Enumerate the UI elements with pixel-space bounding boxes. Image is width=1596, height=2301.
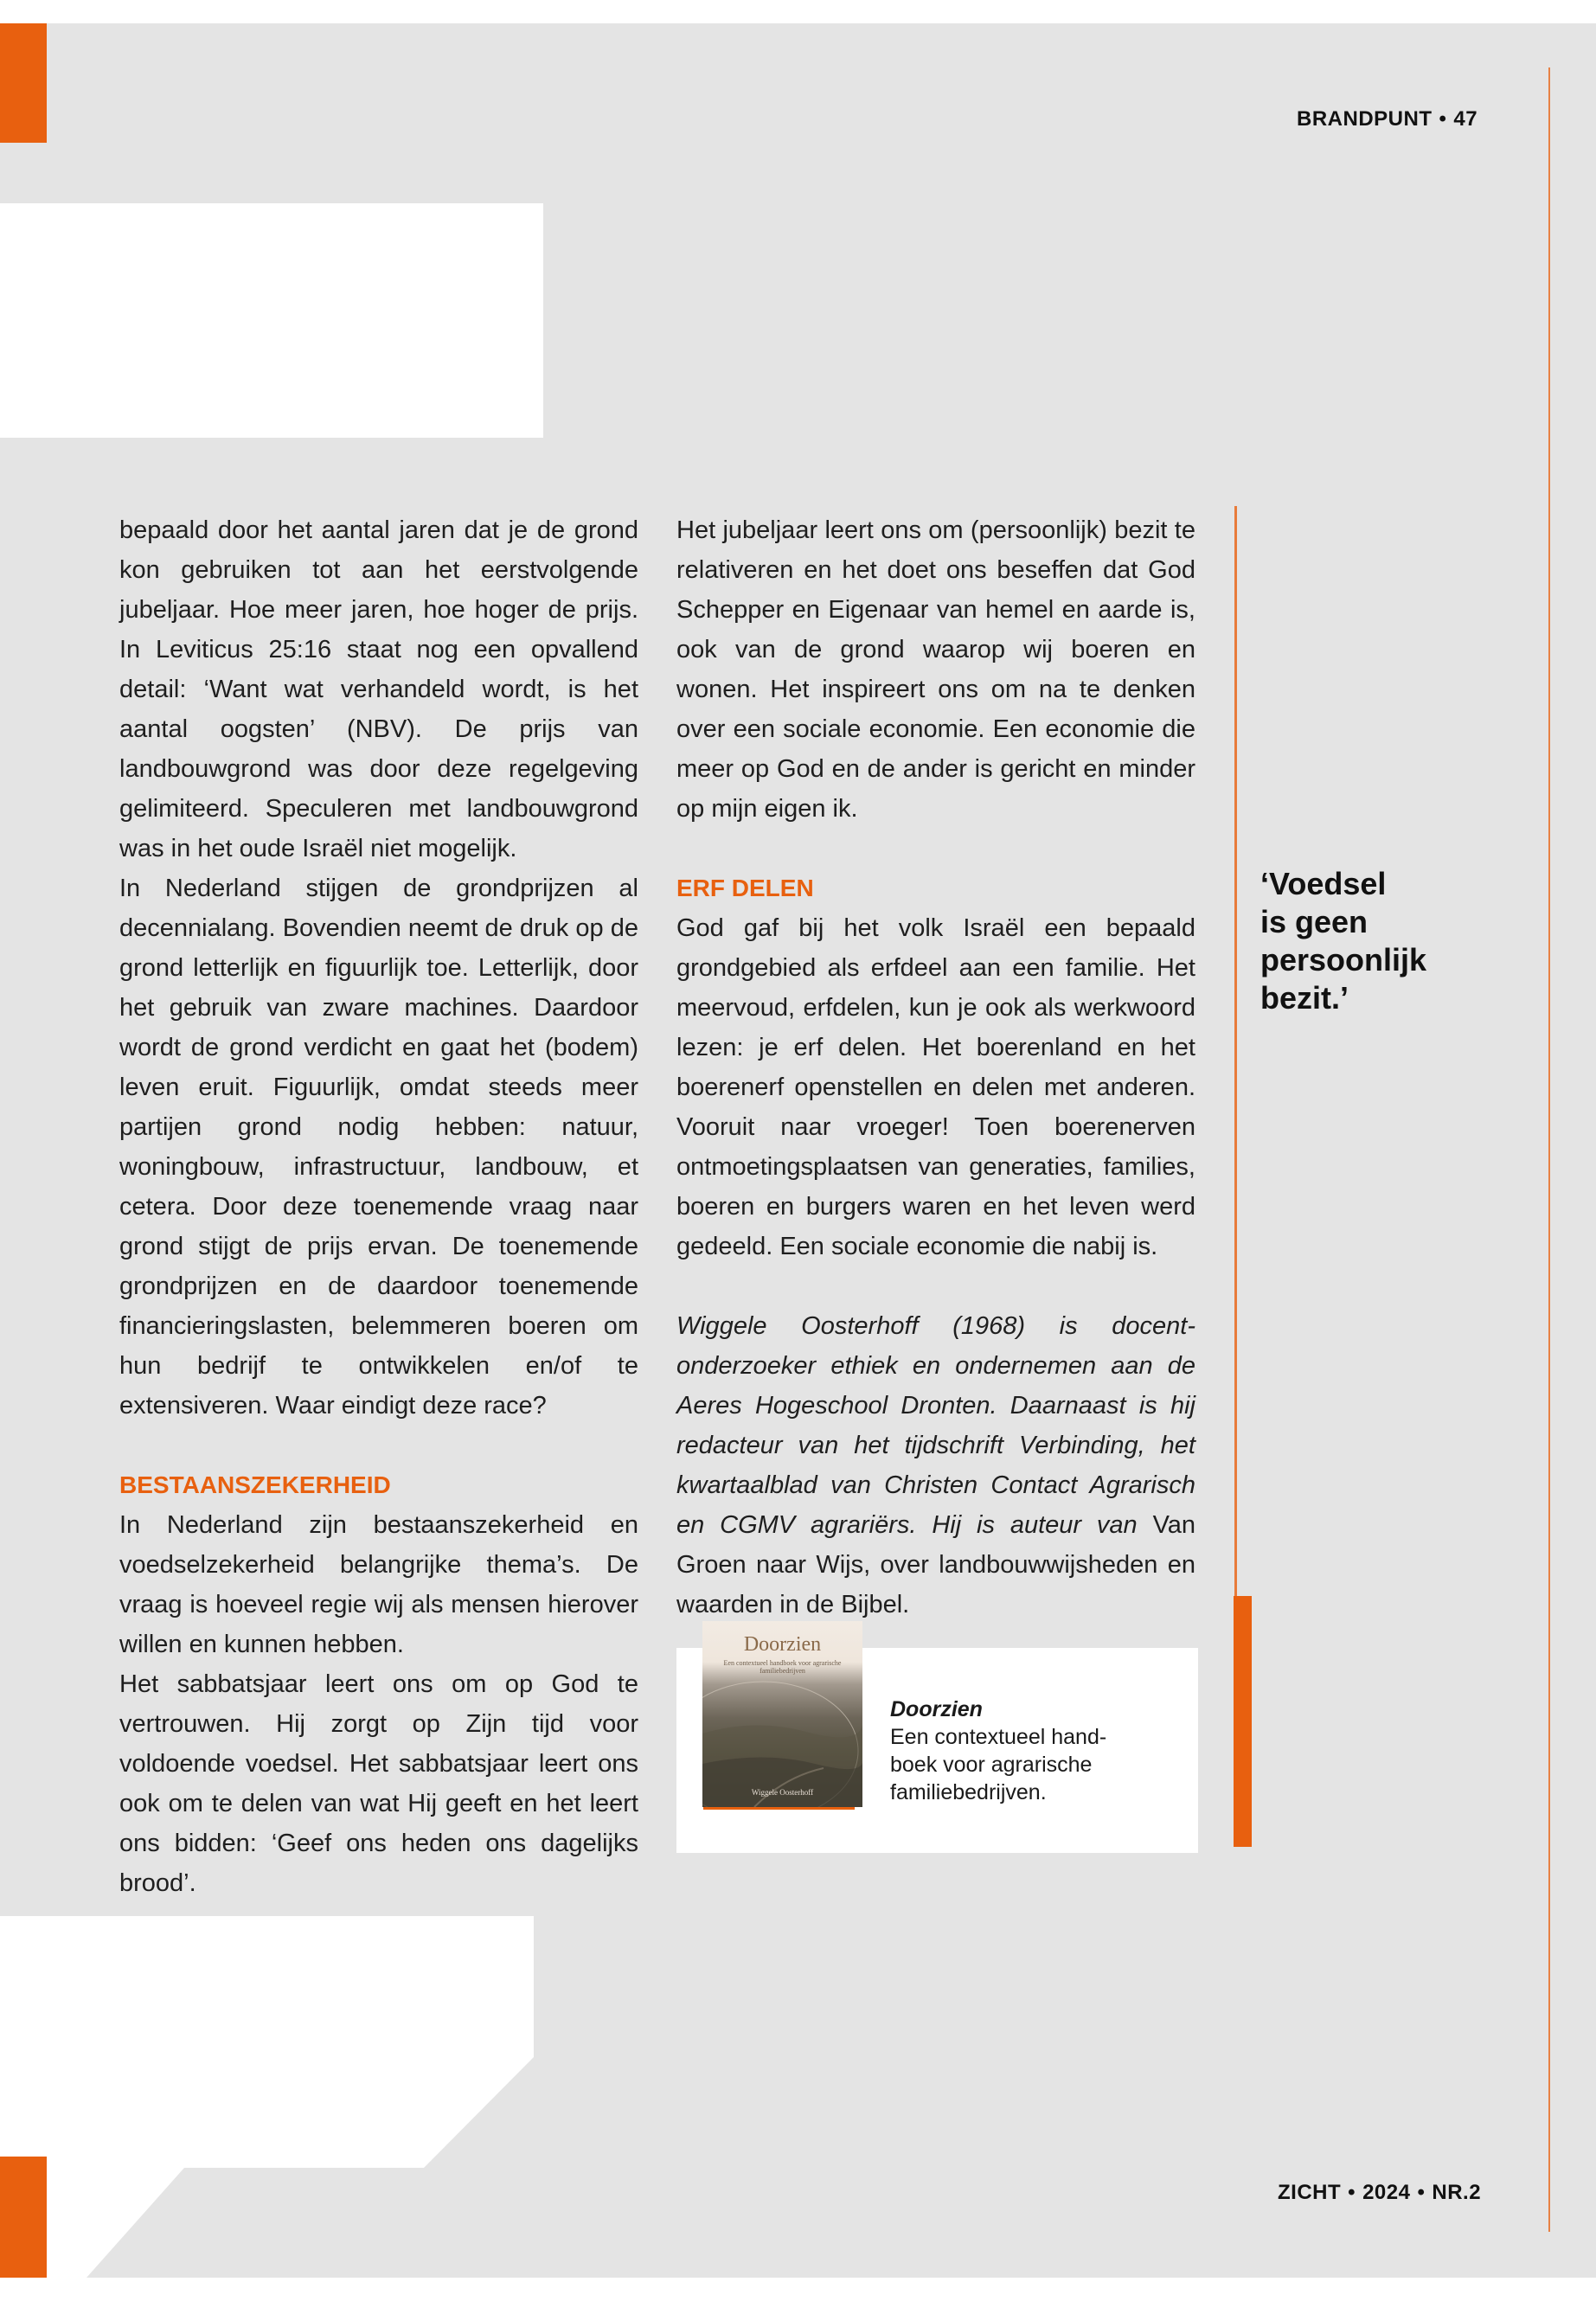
footer-year: 2024 — [1362, 2181, 1411, 2204]
article-column-right — [676, 510, 1195, 1625]
section-heading-bestaanszekerheid: BESTAANSZEKERHEID — [119, 1471, 391, 1498]
book-caption-line: familiebedrijven. — [890, 1780, 1047, 1804]
white-decorative-block-top — [0, 203, 543, 438]
running-header: BRANDPUNT • 47 — [1297, 107, 1478, 131]
pull-quote-line: persoonlijk — [1260, 942, 1427, 977]
pull-quote-line: ‘Voedsel — [1260, 866, 1387, 901]
footer-magazine: ZICHT — [1278, 2181, 1342, 2204]
pull-quote — [1260, 865, 1477, 1017]
book-caption-title: Doorzien — [890, 1697, 983, 1721]
article-column-left — [119, 510, 638, 1903]
header-page-number: 47 — [1453, 107, 1478, 131]
section-heading-erf-delen: ERF DELEN — [676, 875, 814, 901]
page-edge-rule — [1548, 67, 1550, 2232]
pull-quote-line: bezit.’ — [1260, 980, 1349, 1016]
author-bio-text: Wiggele Oosterhoff (1968) is docent-onderzoeker ethiek en ondernemen aan de Aeres Hogeschool Dronten. Daarnaast is hij redacteur van het tijdschrift Verbinding, het kwartaalblad van Christen Contact Agrarisch en CGMV agrariërs. Hij is auteur van — [676, 1312, 1195, 1539]
author-book-title: Van Groen naar Wijs, over landbouwwijsheden en waarden in de Bijbel. — [676, 1511, 1196, 1618]
pull-quote-line: is geen — [1260, 904, 1368, 939]
header-section: BRANDPUNT — [1297, 107, 1433, 131]
book-caption — [890, 1695, 1150, 1806]
book-cover-title: Doorzien — [743, 1633, 822, 1656]
orange-corner-tab-bottom — [0, 2157, 47, 2278]
footer-issue: NR.2 — [1432, 2181, 1482, 2204]
book-cover-author: Wiggele Oosterhoff — [751, 1788, 814, 1797]
paragraph: In Nederland zijn bestaanszekerheid en voedselzekerheid belangrijke thema’s. De vraag is hoeveel regie wij als mensen hierover willen en kunnen hebben. — [119, 1511, 638, 1658]
book-caption-line: Een contextueel hand- — [890, 1725, 1107, 1749]
white-decorative-shape-bottom — [0, 1916, 554, 2278]
sidebar-rule-accent — [1234, 1596, 1252, 1847]
author-bio — [676, 1306, 1195, 1625]
running-footer: ZICHT • 2024 • NR.2 — [1278, 2181, 1482, 2204]
book-cover-image — [702, 1621, 862, 1807]
orange-corner-tab-top — [0, 23, 47, 143]
paragraph: God gaf bij het volk Israël een bepaald grondgebied als erfdeel aan een familie. Het meervoud, erfdelen, kun je ook als werkwoord lezen: je erf delen. Het boerenland en het boerenerf openstellen en delen met anderen. Vooruit naar vroeger! Toen boerenerven ontmoetingsplaatsen van generaties, families, boeren en burgers waren en het leven werd gedeeld. Een sociale economie die nabij is. — [676, 914, 1195, 1260]
sidebar-rule — [1234, 506, 1237, 1596]
book-cover-subtitle: Een contextueel handboek voor agrarische familiebedrijven — [723, 1659, 842, 1675]
paragraph: Het jubeljaar leert ons om (persoonlijk) bezit te relativeren en het doet ons beseffen dat God Schepper en Eigenaar van hemel en aarde is, ook van de grond waarop wij boeren en wonen. Het inspireert ons om na te denken over een sociale economie. Een economie die meer op God en de ander is gericht en minder op mijn eigen ik. — [676, 516, 1195, 823]
paragraph: In Nederland stijgen de grondprijzen al decennialang. Bovendien neemt de druk op de grond letterlijk en figuurlijk toe. Letterlijk, door het gebruik van zware machines. Daardoor wordt de grond verdicht en gaat het (bodem) leven eruit. Figuurlijk, omdat steeds meer partijen grond nodig hebben: natuur, woningbouw, infrastructuur, landbouw, et cetera. Door deze toenemende vraag naar grond stijgt de prijs ervan. De toenemende grondprijzen en de daardoor toenemende financieringslasten, belemmeren boeren om hun bedrijf te ontwikkelen en/of te extensiveren. Waar eindigt deze race? — [119, 875, 638, 1420]
book-caption-line: boek voor agrarische — [890, 1753, 1093, 1777]
paragraph: Het sabbatsjaar leert ons om op God te vertrouwen. Hij zorgt op Zijn tijd voor voldoende voedsel. Het sabbatsjaar leert ons ook om te delen van wat Hij geeft en het leert ons bidden: ‘Geef ons heden ons dagelijks brood’. — [119, 1670, 638, 1897]
paragraph: bepaald door het aantal jaren dat je de grond kon gebruiken tot aan het eerstvolgende jubeljaar. Hoe meer jaren, hoe hoger de prijs. In Leviticus 25:16 staat nog een opvallend detail: ‘Want wat verhandeld wordt, is het aantal oogsten’ (NBV). De prijs van landbouwgrond was door deze regelgeving gelimiteerd. Speculeren met landbouwgrond was in het oude Israël niet mogelijk. — [119, 516, 638, 862]
